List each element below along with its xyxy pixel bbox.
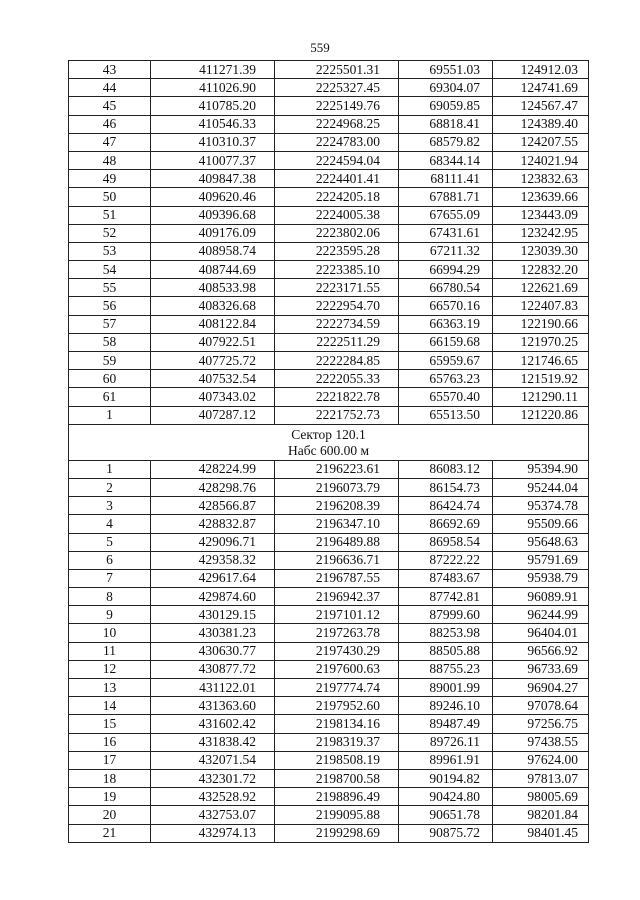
table-row xyxy=(69,497,589,515)
coordinate-cell: 2199095.88 xyxy=(275,806,399,824)
coordinate-cell: 65959.67 xyxy=(399,352,493,370)
coordinate-cell: 67431.61 xyxy=(399,224,493,242)
table-row xyxy=(69,170,589,188)
table-row xyxy=(69,715,589,733)
table-row xyxy=(69,206,589,224)
table-row xyxy=(69,478,589,496)
coordinate-cell: 2222734.59 xyxy=(275,315,399,333)
coordinate-cell: 407343.02 xyxy=(151,388,275,406)
coordinate-cell: 123242.95 xyxy=(493,224,589,242)
point-number-cell: 54 xyxy=(69,261,151,279)
section-title: Сектор 120.1 xyxy=(291,426,366,442)
coordinate-cell: 124389.40 xyxy=(493,115,589,133)
table-row xyxy=(69,588,589,606)
table-row xyxy=(69,569,589,587)
coordinate-cell: 87999.60 xyxy=(399,606,493,624)
point-number-cell: 61 xyxy=(69,388,151,406)
coordinate-cell: 65513.50 xyxy=(399,406,493,424)
coordinate-cell: 87742.81 xyxy=(399,588,493,606)
coordinate-cell: 410546.33 xyxy=(151,115,275,133)
coordinate-cell: 2197263.78 xyxy=(275,624,399,642)
table-row xyxy=(69,769,589,787)
point-number-cell: 16 xyxy=(69,733,151,751)
point-number-cell: 10 xyxy=(69,624,151,642)
coordinate-cell: 409620.46 xyxy=(151,188,275,206)
table-row xyxy=(69,806,589,824)
point-number-cell: 56 xyxy=(69,297,151,315)
coordinate-cell: 123832.63 xyxy=(493,170,589,188)
coordinate-cell: 2196208.39 xyxy=(275,497,399,515)
coordinate-cell: 2222954.70 xyxy=(275,297,399,315)
coordinate-cell: 410785.20 xyxy=(151,97,275,115)
coordinate-cell: 2224401.41 xyxy=(275,170,399,188)
coordinate-cell: 66570.16 xyxy=(399,297,493,315)
coordinate-cell: 90424.80 xyxy=(399,788,493,806)
coordinate-cell: 2198319.37 xyxy=(275,733,399,751)
table-row xyxy=(69,606,589,624)
coordinate-cell: 431363.60 xyxy=(151,697,275,715)
coordinate-cell: 67655.09 xyxy=(399,206,493,224)
coordinate-cell: 2225149.76 xyxy=(275,97,399,115)
coordinate-cell: 124741.69 xyxy=(493,79,589,97)
coordinate-cell: 2222055.33 xyxy=(275,370,399,388)
table-row xyxy=(69,788,589,806)
coordinate-cell: 86958.54 xyxy=(399,533,493,551)
coordinate-cell: 67211.32 xyxy=(399,242,493,260)
point-number-cell: 1 xyxy=(69,406,151,424)
coordinate-cell: 2198896.49 xyxy=(275,788,399,806)
coordinate-cell: 411026.90 xyxy=(151,79,275,97)
point-number-cell: 53 xyxy=(69,242,151,260)
coordinate-cell: 69059.85 xyxy=(399,97,493,115)
point-number-cell: 9 xyxy=(69,606,151,624)
coordinate-cell: 2221752.73 xyxy=(275,406,399,424)
coordinate-cell: 95938.79 xyxy=(493,569,589,587)
coordinate-cell: 409176.09 xyxy=(151,224,275,242)
coordinate-cell: 2223595.28 xyxy=(275,242,399,260)
coordinate-cell: 409396.68 xyxy=(151,206,275,224)
coordinate-cell: 409847.38 xyxy=(151,170,275,188)
point-number-cell: 2 xyxy=(69,478,151,496)
point-number-cell: 1 xyxy=(69,460,151,478)
coordinate-cell: 121519.92 xyxy=(493,370,589,388)
point-number-cell: 13 xyxy=(69,679,151,697)
coordinate-cell: 410077.37 xyxy=(151,151,275,169)
coordinate-cell: 432528.92 xyxy=(151,788,275,806)
point-number-cell: 12 xyxy=(69,660,151,678)
coordinate-cell: 122832.20 xyxy=(493,261,589,279)
point-number-cell: 47 xyxy=(69,133,151,151)
table-row xyxy=(69,642,589,660)
coordinate-cell: 2222284.85 xyxy=(275,352,399,370)
table-row xyxy=(69,97,589,115)
coordinate-cell: 408533.98 xyxy=(151,279,275,297)
coordinate-cell: 87483.67 xyxy=(399,569,493,587)
coordinate-cell: 431122.01 xyxy=(151,679,275,697)
table-row xyxy=(69,406,589,424)
point-number-cell: 43 xyxy=(69,61,151,79)
coordinate-cell: 431838.42 xyxy=(151,733,275,751)
table-row xyxy=(69,624,589,642)
table-row xyxy=(69,79,589,97)
table-row xyxy=(69,660,589,678)
page-number: 559 xyxy=(310,40,330,55)
coordinate-cell: 2224594.04 xyxy=(275,151,399,169)
coordinate-cell: 124567.47 xyxy=(493,97,589,115)
coordinate-cell: 432753.07 xyxy=(151,806,275,824)
table-row xyxy=(69,297,589,315)
table-row xyxy=(69,151,589,169)
coordinate-cell: 67881.71 xyxy=(399,188,493,206)
point-number-cell: 45 xyxy=(69,97,151,115)
coordinate-cell: 2224205.18 xyxy=(275,188,399,206)
section-subtitle: Набс 600.00 м xyxy=(287,442,370,458)
table-row xyxy=(69,533,589,551)
section-header xyxy=(69,424,589,460)
coordinate-cell: 2197952.60 xyxy=(275,697,399,715)
point-number-cell: 20 xyxy=(69,806,151,824)
coordinate-cell: 2196347.10 xyxy=(275,515,399,533)
point-number-cell: 18 xyxy=(69,769,151,787)
coordinate-cell: 95648.63 xyxy=(493,533,589,551)
coordinate-cell: 429874.60 xyxy=(151,588,275,606)
coordinate-cell: 430877.72 xyxy=(151,660,275,678)
coordinate-cell: 68111.41 xyxy=(399,170,493,188)
coordinates-table xyxy=(68,60,589,843)
coordinate-cell: 95394.90 xyxy=(493,460,589,478)
coordinate-cell: 121970.25 xyxy=(493,333,589,351)
point-number-cell: 58 xyxy=(69,333,151,351)
point-number-cell: 7 xyxy=(69,569,151,587)
coordinate-cell: 432974.13 xyxy=(151,824,275,842)
coordinate-cell: 430630.77 xyxy=(151,642,275,660)
point-number-cell: 6 xyxy=(69,551,151,569)
coordinate-cell: 69551.03 xyxy=(399,61,493,79)
coordinate-cell: 123639.66 xyxy=(493,188,589,206)
coordinate-cell: 429358.32 xyxy=(151,551,275,569)
coordinate-cell: 2223385.10 xyxy=(275,261,399,279)
coordinate-cell: 408958.74 xyxy=(151,242,275,260)
coordinate-cell: 88755.23 xyxy=(399,660,493,678)
coordinate-cell: 68579.82 xyxy=(399,133,493,151)
coordinate-cell: 66780.54 xyxy=(399,279,493,297)
table-row xyxy=(69,733,589,751)
point-number-cell: 52 xyxy=(69,224,151,242)
coordinate-cell: 66159.68 xyxy=(399,333,493,351)
coordinate-cell: 88253.98 xyxy=(399,624,493,642)
coordinate-cell: 95791.69 xyxy=(493,551,589,569)
coordinate-cell: 2223171.55 xyxy=(275,279,399,297)
point-number-cell: 44 xyxy=(69,79,151,97)
coordinate-cell: 410310.37 xyxy=(151,133,275,151)
coordinate-cell: 428224.99 xyxy=(151,460,275,478)
table-row xyxy=(69,352,589,370)
point-number-cell: 49 xyxy=(69,170,151,188)
table-row xyxy=(69,751,589,769)
coordinate-cell: 2224783.00 xyxy=(275,133,399,151)
point-number-cell: 59 xyxy=(69,352,151,370)
coordinate-cell: 97624.00 xyxy=(493,751,589,769)
point-number-cell: 21 xyxy=(69,824,151,842)
coordinate-cell: 96089.91 xyxy=(493,588,589,606)
coordinate-cell: 89726.11 xyxy=(399,733,493,751)
table-row xyxy=(69,388,589,406)
coordinate-cell: 89246.10 xyxy=(399,697,493,715)
coordinate-cell: 428832.87 xyxy=(151,515,275,533)
coordinate-cell: 96566.92 xyxy=(493,642,589,660)
coordinate-cell: 86154.73 xyxy=(399,478,493,496)
coordinate-cell: 97256.75 xyxy=(493,715,589,733)
coordinate-cell: 2224005.38 xyxy=(275,206,399,224)
coordinate-cell: 123443.09 xyxy=(493,206,589,224)
coordinate-cell: 98401.45 xyxy=(493,824,589,842)
point-number-cell: 4 xyxy=(69,515,151,533)
table-row xyxy=(69,679,589,697)
table-row xyxy=(69,279,589,297)
coordinate-cell: 429617.64 xyxy=(151,569,275,587)
coordinate-cell: 96404.01 xyxy=(493,624,589,642)
coordinate-cell: 123039.30 xyxy=(493,242,589,260)
point-number-cell: 46 xyxy=(69,115,151,133)
coordinate-cell: 68344.14 xyxy=(399,151,493,169)
coordinate-cell: 65570.40 xyxy=(399,388,493,406)
coordinate-cell: 98201.84 xyxy=(493,806,589,824)
coordinate-cell: 88505.88 xyxy=(399,642,493,660)
coordinate-cell: 2196223.61 xyxy=(275,460,399,478)
coordinate-cell: 408744.69 xyxy=(151,261,275,279)
coordinate-cell: 2196942.37 xyxy=(275,588,399,606)
point-number-cell: 14 xyxy=(69,697,151,715)
table-row xyxy=(69,242,589,260)
coordinate-cell: 68818.41 xyxy=(399,115,493,133)
coordinate-cell: 407725.72 xyxy=(151,352,275,370)
coordinate-cell: 2199298.69 xyxy=(275,824,399,842)
point-number-cell: 55 xyxy=(69,279,151,297)
coordinate-cell: 86083.12 xyxy=(399,460,493,478)
coordinate-cell: 407287.12 xyxy=(151,406,275,424)
point-number-cell: 17 xyxy=(69,751,151,769)
coordinate-cell: 2197600.63 xyxy=(275,660,399,678)
coordinate-cell: 90194.82 xyxy=(399,769,493,787)
coordinate-cell: 121746.65 xyxy=(493,352,589,370)
coordinate-cell: 90651.78 xyxy=(399,806,493,824)
coordinate-cell: 2197430.29 xyxy=(275,642,399,660)
table-row xyxy=(69,315,589,333)
coordinate-cell: 2198700.58 xyxy=(275,769,399,787)
table-row xyxy=(69,115,589,133)
point-number-cell: 8 xyxy=(69,588,151,606)
coordinate-cell: 428298.76 xyxy=(151,478,275,496)
coordinate-cell: 96904.27 xyxy=(493,679,589,697)
coordinate-cell: 428566.87 xyxy=(151,497,275,515)
table-row xyxy=(69,333,589,351)
coordinate-cell: 124021.94 xyxy=(493,151,589,169)
coordinate-cell: 122190.66 xyxy=(493,315,589,333)
coordinate-cell: 431602.42 xyxy=(151,715,275,733)
coordinate-cell: 66994.29 xyxy=(399,261,493,279)
coordinate-cell: 96733.69 xyxy=(493,660,589,678)
coordinate-cell: 97813.07 xyxy=(493,769,589,787)
coordinate-cell: 65763.23 xyxy=(399,370,493,388)
coordinate-cell: 121220.86 xyxy=(493,406,589,424)
coordinate-cell: 121290.11 xyxy=(493,388,589,406)
coordinate-cell: 124912.03 xyxy=(493,61,589,79)
coordinate-cell: 430129.15 xyxy=(151,606,275,624)
table-row xyxy=(69,224,589,242)
coordinate-cell: 2224968.25 xyxy=(275,115,399,133)
coordinate-cell: 89487.49 xyxy=(399,715,493,733)
coordinate-cell: 2222511.29 xyxy=(275,333,399,351)
coordinates-table-body xyxy=(69,61,589,843)
coordinate-cell: 2223802.06 xyxy=(275,224,399,242)
coordinate-cell: 2198508.19 xyxy=(275,751,399,769)
coordinate-cell: 2225501.31 xyxy=(275,61,399,79)
coordinate-cell: 124207.55 xyxy=(493,133,589,151)
table-row xyxy=(69,370,589,388)
coordinate-cell: 89961.91 xyxy=(399,751,493,769)
coordinate-cell: 2225327.45 xyxy=(275,79,399,97)
coordinate-cell: 122407.83 xyxy=(493,297,589,315)
coordinate-cell: 408122.84 xyxy=(151,315,275,333)
coordinate-cell: 430381.23 xyxy=(151,624,275,642)
coordinate-cell: 2196489.88 xyxy=(275,533,399,551)
table-row xyxy=(69,460,589,478)
table-row xyxy=(69,697,589,715)
table-row xyxy=(69,133,589,151)
table-row xyxy=(69,824,589,842)
point-number-cell: 60 xyxy=(69,370,151,388)
coordinate-cell: 2197101.12 xyxy=(275,606,399,624)
coordinate-cell: 2196787.55 xyxy=(275,569,399,587)
coordinate-cell: 432301.72 xyxy=(151,769,275,787)
point-number-cell: 5 xyxy=(69,533,151,551)
point-number-cell: 50 xyxy=(69,188,151,206)
coordinate-cell: 2197774.74 xyxy=(275,679,399,697)
coordinate-cell: 90875.72 xyxy=(399,824,493,842)
coordinate-cell: 411271.39 xyxy=(151,61,275,79)
point-number-cell: 11 xyxy=(69,642,151,660)
coordinate-cell: 432071.54 xyxy=(151,751,275,769)
coordinate-cell: 407532.54 xyxy=(151,370,275,388)
section-header-row xyxy=(69,424,589,460)
table-row xyxy=(69,188,589,206)
table-row xyxy=(69,551,589,569)
coordinate-cell: 87222.22 xyxy=(399,551,493,569)
point-number-cell: 48 xyxy=(69,151,151,169)
coordinate-cell: 95509.66 xyxy=(493,515,589,533)
coordinate-cell: 69304.07 xyxy=(399,79,493,97)
table-row xyxy=(69,515,589,533)
point-number-cell: 3 xyxy=(69,497,151,515)
coordinate-cell: 407922.51 xyxy=(151,333,275,351)
table-row xyxy=(69,261,589,279)
coordinate-cell: 2198134.16 xyxy=(275,715,399,733)
coordinate-cell: 408326.68 xyxy=(151,297,275,315)
coordinate-cell: 95244.04 xyxy=(493,478,589,496)
coordinate-cell: 97438.55 xyxy=(493,733,589,751)
table-row xyxy=(69,61,589,79)
coordinate-cell: 2196073.79 xyxy=(275,478,399,496)
point-number-cell: 19 xyxy=(69,788,151,806)
coordinate-cell: 97078.64 xyxy=(493,697,589,715)
coordinate-cell: 2221822.78 xyxy=(275,388,399,406)
coordinate-cell: 2196636.71 xyxy=(275,551,399,569)
point-number-cell: 57 xyxy=(69,315,151,333)
coordinate-cell: 89001.99 xyxy=(399,679,493,697)
coordinate-cell: 86692.69 xyxy=(399,515,493,533)
coordinate-cell: 96244.99 xyxy=(493,606,589,624)
coordinate-cell: 66363.19 xyxy=(399,315,493,333)
coordinate-cell: 86424.74 xyxy=(399,497,493,515)
coordinate-cell: 122621.69 xyxy=(493,279,589,297)
point-number-cell: 15 xyxy=(69,715,151,733)
coordinate-cell: 98005.69 xyxy=(493,788,589,806)
coordinate-cell: 429096.71 xyxy=(151,533,275,551)
point-number-cell: 51 xyxy=(69,206,151,224)
coordinate-cell: 95374.78 xyxy=(493,497,589,515)
